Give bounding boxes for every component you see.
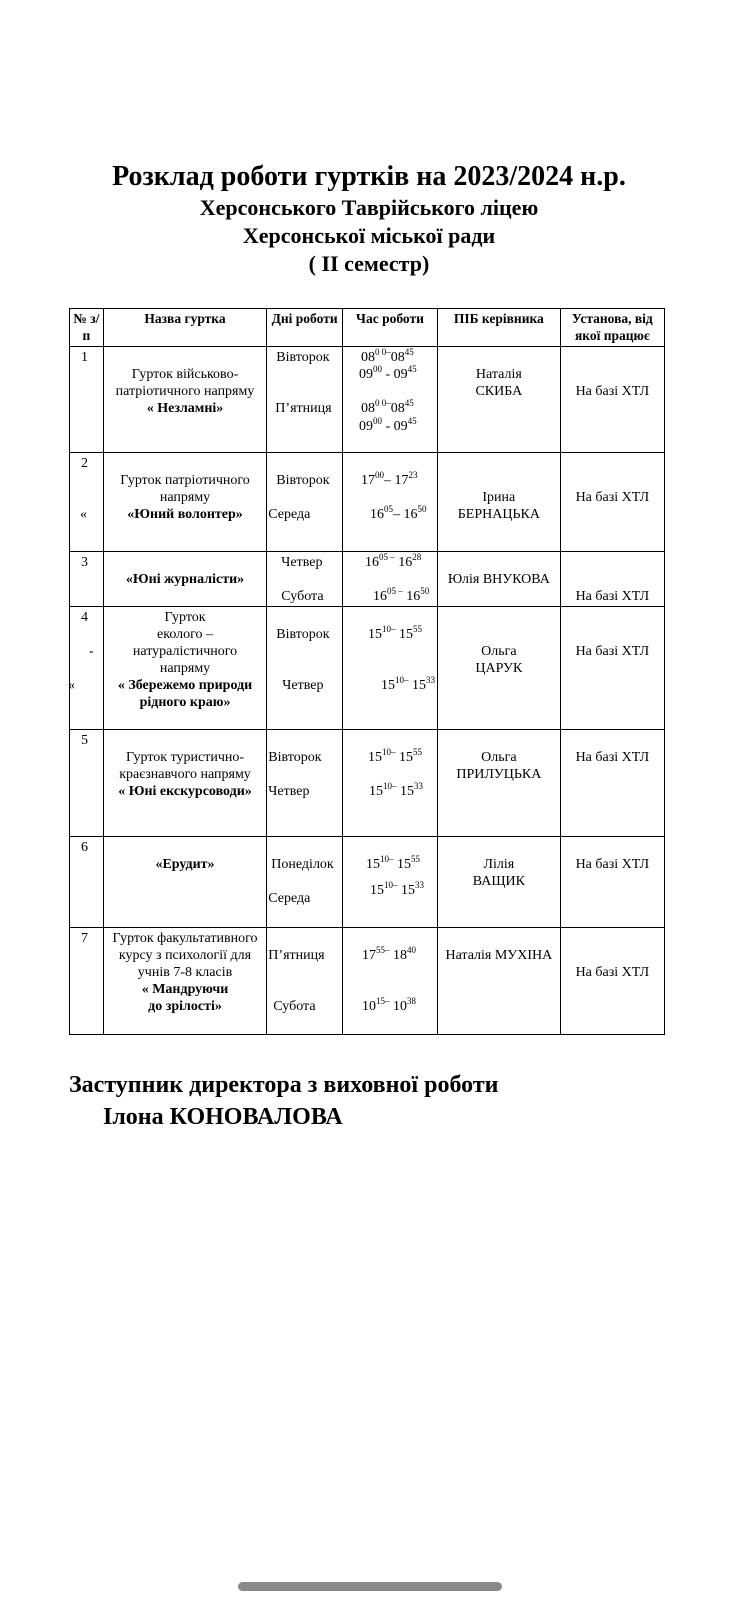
header-leader: ПІБ керівника [438, 309, 561, 347]
time-slot: $16^{05 -}$ $16^{28}$ [364, 552, 422, 570]
document-title [0, 160, 738, 278]
club-title: рідного краю» [139, 695, 231, 710]
table-row [70, 837, 665, 928]
day: Середа [268, 891, 311, 906]
leader-surname: ВАЩИК [472, 874, 525, 889]
day: Четвер [281, 555, 323, 570]
time-slot: $15^{10-}$ $15^{33}$ [380, 675, 435, 693]
row-number: 1 [81, 350, 88, 365]
club-name-line: Гурток туристично- [125, 750, 245, 765]
table-row [70, 730, 665, 837]
title-main: Розклад роботи гуртків на 2023/2024 н.р. [112, 161, 626, 192]
leader-name: Лілія [483, 857, 515, 872]
day: Понеділок [271, 857, 334, 872]
stray-dash: - [89, 644, 94, 659]
day: Вівторок [268, 750, 322, 765]
header-time: Час роботи [342, 309, 437, 347]
time-slot: $08^{0 0-}08^{45}$ [360, 398, 414, 416]
time-slot: $16^{05 -}$ $16^{50}$ [372, 586, 430, 604]
leader-name: Наталія [475, 367, 522, 382]
leader-name: Наталія МУХІНА [445, 948, 553, 963]
leader-name: Ольга [481, 644, 517, 659]
institution: На базі ХТЛ [575, 750, 650, 765]
time-slot: $16^{05}-$ $16^{50}$ [369, 504, 427, 522]
title-school: Херсонського Таврійського ліцею [199, 195, 539, 220]
schedule-table [69, 308, 665, 1035]
time-slot: $15^{10-}$ $15^{55}$ [367, 747, 422, 765]
day: Вівторок [276, 473, 330, 488]
day: П’ятниця [275, 401, 332, 416]
leader-surname: БЕРНАЦЬКА [457, 507, 540, 522]
table-row [70, 928, 665, 1035]
row-number: 4 [81, 610, 88, 625]
club-name-line: еколого – [157, 627, 214, 642]
club-title: до зрілості» [148, 999, 222, 1014]
institution: На базі ХТЛ [575, 490, 650, 505]
row-number: 2 [81, 456, 88, 471]
club-name-line: натуралістичного [132, 644, 238, 659]
leader-surname: ПРИЛУЦЬКА [456, 767, 542, 782]
time-slot: $09^{00} - 09^{45}$ [358, 364, 417, 382]
time-slot: $08^{0 0-}08^{45}$ [360, 347, 414, 365]
institution: На базі ХТЛ [575, 384, 650, 399]
club-name-line: курсу з психології для [118, 948, 252, 963]
club-title: «Ерудит» [155, 857, 215, 872]
club-name-line: патріотичного напряму [115, 384, 255, 399]
leader-surname: СКИБА [475, 384, 523, 399]
day: П’ятниця [268, 948, 325, 963]
day: Вівторок [276, 350, 330, 365]
header-institution: Установа, від якої працює [560, 309, 664, 347]
club-name-line: Гурток патріотичного [120, 473, 250, 488]
club-name-line: краєзнавчого напряму [119, 767, 251, 782]
day: Середа [268, 507, 311, 522]
club-title: «Юні журналісти» [125, 572, 245, 587]
day: Вівторок [276, 627, 330, 642]
signature-position: Заступник директора з виховної роботи [69, 1072, 499, 1098]
time-slot: $10^{15-}$ $10^{38}$ [361, 996, 416, 1014]
club-title: «Юний волонтер» [127, 507, 243, 522]
header-num: № з/п [70, 309, 104, 347]
day: Четвер [282, 678, 324, 693]
stray-quote: « [68, 678, 75, 693]
club-name-line: Гурток факультативного [112, 931, 258, 946]
header-days: Дні роботи [267, 309, 343, 347]
club-title: « Незламні» [146, 401, 224, 416]
time-slot: $15^{10-}$ $15^{33}$ [368, 781, 423, 799]
club-title: « Збережемо природи [117, 678, 253, 693]
signature-block [69, 1069, 498, 1133]
table-row [70, 347, 665, 453]
club-title: « Мандруючи [141, 982, 229, 997]
time-slot: $09^{00} - 09^{45}$ [358, 416, 417, 434]
day: Субота [281, 589, 324, 604]
institution: На базі ХТЛ [575, 857, 650, 872]
institution: На базі ХТЛ [575, 589, 650, 604]
institution: На базі ХТЛ [575, 644, 650, 659]
club-name-line: напряму [159, 490, 211, 505]
day: Субота [273, 999, 316, 1014]
club-name-line: Гурток [164, 610, 206, 625]
club-name-line: Гурток військово- [131, 367, 239, 382]
time-slot: $15^{10-}$ $15^{55}$ [365, 854, 420, 872]
table-row [70, 453, 665, 552]
club-name-line: учнів 7-8 класів [137, 965, 233, 980]
table-row [70, 552, 665, 607]
time-slot: $17^{00}-$ $17^{23}$ [360, 470, 418, 488]
signature-name: Ілона КОНОВАЛОВА [103, 1104, 343, 1130]
institution: На базі ХТЛ [575, 965, 650, 980]
day: Четвер [268, 784, 310, 799]
table-header-row [70, 309, 665, 347]
table-row [70, 607, 665, 730]
time-slot: $15^{10-}$ $15^{33}$ [369, 880, 424, 898]
row-number: 6 [81, 840, 88, 855]
row-number: 3 [81, 555, 88, 570]
title-semester: ( ІІ семестр) [308, 251, 430, 276]
row-number: 5 [81, 733, 88, 748]
leader-surname: ЦАРУК [475, 661, 523, 676]
leader-name: Ольга [481, 750, 517, 765]
time-slot: $17^{55-}$ $18^{40}$ [361, 945, 416, 963]
home-indicator[interactable] [238, 1582, 502, 1591]
stray-quote: « [80, 507, 87, 522]
club-name-line: напряму [159, 661, 211, 676]
club-title: « Юні екскурсоводи» [118, 784, 252, 799]
time-slot: $15^{10-}$ $15^{55}$ [367, 624, 422, 642]
leader-name: Ірина [482, 490, 516, 505]
leader-name: Юлія ВНУКОВА [447, 572, 550, 587]
row-number: 7 [81, 931, 88, 946]
header-name: Назва гуртка [103, 309, 267, 347]
title-council: Херсонської міської ради [242, 223, 496, 248]
